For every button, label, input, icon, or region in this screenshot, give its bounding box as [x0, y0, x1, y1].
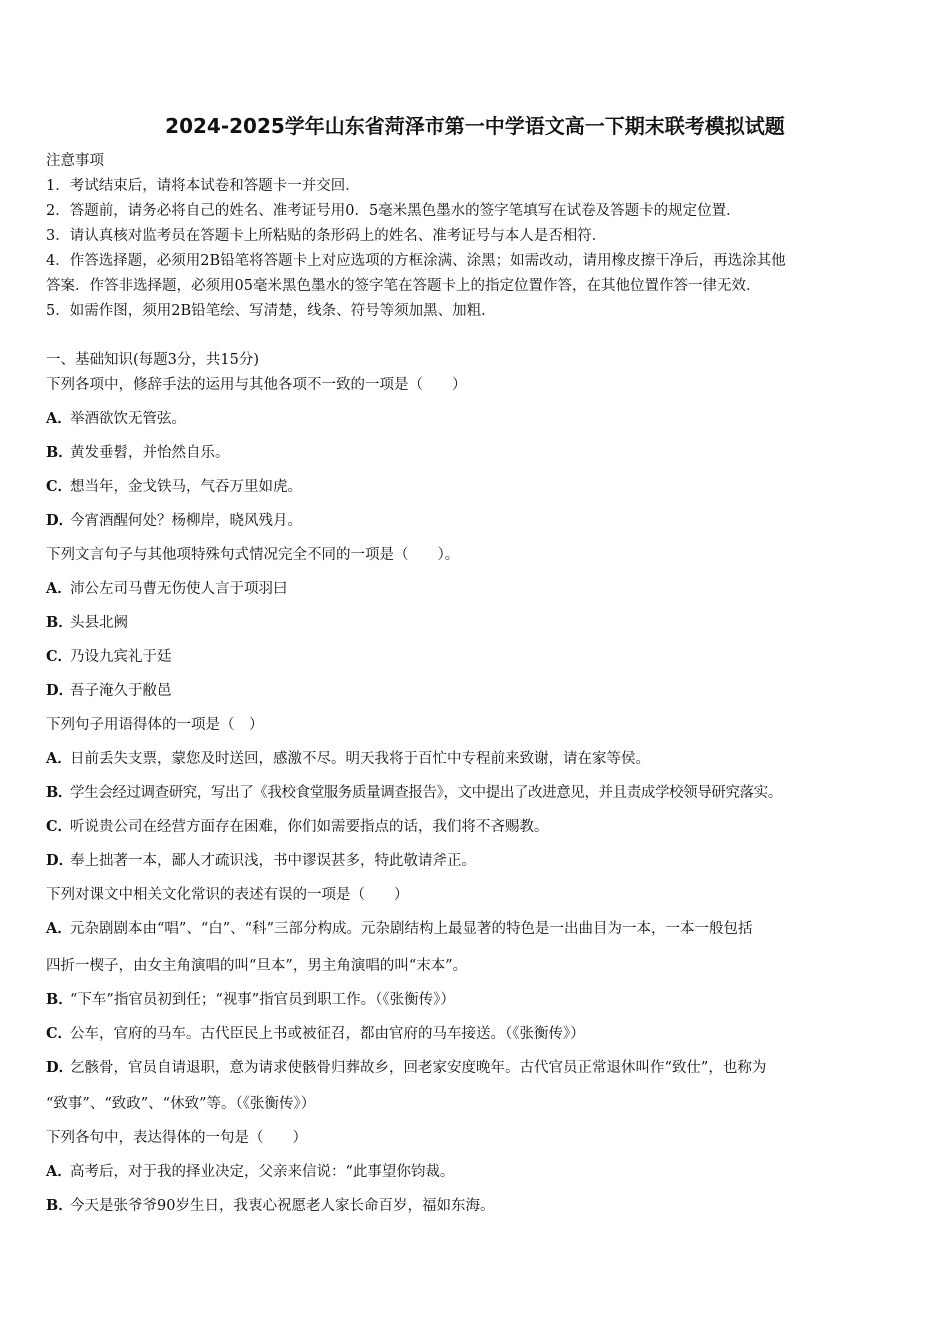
- option: [46, 1024, 585, 1044]
- option-text: 今宵酒醒何处？杨柳岸，晓风残月。: [70, 513, 302, 529]
- option-text: 今天是张爷爷90岁生日，我衷心祝愿老人家长命百岁，福如东海。: [70, 1198, 495, 1214]
- option-letter: A．: [46, 750, 72, 767]
- notice-heading: 注意事项: [46, 153, 104, 169]
- option-letter: D．: [46, 512, 74, 529]
- option: [46, 443, 230, 463]
- option: [46, 749, 650, 769]
- option-text: 听说贵公司在经营方面存在困难，你们如需要指点的话，我们将不吝赐教。: [70, 819, 549, 835]
- exam-title: 2024-2025学年山东省菏泽市第一中学语文高一下期末联考模拟试题: [165, 114, 785, 138]
- option-letter: C．: [46, 1025, 73, 1042]
- option-letter: A．: [46, 410, 72, 427]
- option: [46, 1162, 454, 1182]
- notice-item: 3．请认真核对监考员在答题卡上所粘贴的条形码上的姓名、准考证号与本人是否相符．: [46, 228, 607, 244]
- option-letter: C．: [46, 478, 73, 495]
- option: [46, 1058, 766, 1078]
- option-letter: A．: [46, 920, 72, 937]
- option-continuation: “致事”、“致政”、“休致”等。（《张衡传》）: [46, 1096, 316, 1112]
- option-text: 高考后，对于我的择业决定，父亲来信说：“此事望你钧裁。: [70, 1164, 455, 1180]
- option-text: 乞骸骨，官员自请退职，意为请求使骸骨归葬故乡，回老家安度晚年。古代官员正常退休叫作“致仕”，也称为: [70, 1060, 767, 1076]
- question-stem: 下列各项中，修辞手法的运用与其他各项不一致的一项是（ ）: [46, 377, 467, 393]
- option-text: 元杂剧剧本由“唱”、“白”、“科”三部分构成。元杂剧结构上最显著的特色是一出曲目为一本，一本一般包括: [70, 921, 753, 937]
- option-text: 奉上拙著一本，鄙人才疏识浅，书中谬误甚多，特此敬请斧正。: [70, 853, 476, 869]
- option-letter: B．: [46, 784, 72, 801]
- question-stem: 下列各句中，表达得体的一句是（ ）: [46, 1130, 307, 1146]
- option: [46, 477, 302, 497]
- option-letter: C．: [46, 818, 73, 835]
- option-text: 公车，官府的马车。古代臣民上书或被征召，都由官府的马车接送。（《张衡传》）: [70, 1026, 585, 1042]
- option-text: 乃设九宾礼于廷: [70, 649, 172, 665]
- option-text: 黄发垂髫，并怡然自乐。: [70, 445, 230, 461]
- option-letter: D．: [46, 852, 74, 869]
- option: [46, 817, 549, 837]
- notice-item: 答案．作答非选择题，必须用05毫米黑色墨水的签字笔在答题卡上的指定位置作答，在其他位置作答一律无效．: [46, 278, 761, 294]
- option-letter: A．: [46, 1163, 72, 1180]
- section-heading: 一、基础知识(每题3分，共15分): [46, 352, 259, 368]
- option-text: 沛公左司马曹无伤使人言于项羽曰: [70, 581, 288, 597]
- option-text: 吾子淹久于敝邑: [70, 683, 172, 699]
- option-text: 日前丢失支票，蒙您及时送回，感激不尽。明天我将于百忙中专程前来致谢，请在家等侯。: [70, 751, 650, 767]
- option-text: “下车”指官员初到任；“视事”指官员到职工作。（《张衡传》）: [70, 992, 455, 1008]
- option-text: 想当年，金戈铁马，气吞万里如虎。: [70, 479, 302, 495]
- option-text: 学生会经过调查研究，写出了《我校食堂服务质量调查报告》，文中提出了改进意见，并且责成学校领导研究落实。: [70, 785, 782, 801]
- question-stem: 下列句子用语得体的一项是（ ）: [46, 717, 264, 733]
- question-stem: 下列文言句子与其他项特殊句式情况完全不同的一项是（ ）。: [46, 547, 460, 563]
- notice-item: 5．如需作图，须用2B铅笔绘、写清楚，线条、符号等须加黑、加粗．: [46, 303, 496, 319]
- option: [46, 851, 476, 871]
- option-letter: B．: [46, 614, 73, 631]
- question-stem: 下列对课文中相关文化常识的表述有误的一项是（ ）: [46, 887, 409, 903]
- option: [46, 783, 782, 803]
- option: [46, 409, 186, 429]
- option: [46, 1196, 494, 1216]
- option-letter: B．: [46, 1197, 73, 1214]
- notice-item: 1．考试结束后，请将本试卷和答题卡一并交回．: [46, 178, 360, 194]
- option-letter: D．: [46, 1059, 74, 1076]
- option-text: 头县北阙: [70, 615, 128, 631]
- option: [46, 919, 752, 939]
- option-letter: D．: [46, 682, 74, 699]
- option-letter: A．: [46, 580, 72, 597]
- option: [46, 647, 172, 667]
- option: [46, 990, 455, 1010]
- option-text: 举酒欲饮无管弦。: [70, 411, 186, 427]
- option: [46, 681, 172, 701]
- option-continuation: 四折一楔子，由女主角演唱的叫“旦本”，男主角演唱的叫“末本”。: [46, 958, 468, 974]
- notice-item: 4．作答选择题，必须用2B铅笔将答题卡上对应选项的方框涂满、涂黑；如需改动，请用橡皮擦干净后，再选涂其他: [46, 253, 786, 269]
- option-letter: C．: [46, 648, 73, 665]
- option-letter: B．: [46, 991, 73, 1008]
- option-letter: B．: [46, 444, 73, 461]
- option: [46, 511, 302, 531]
- option: [46, 613, 128, 633]
- notice-item: 2．答题前，请务必将自己的姓名、准考证号用0．5毫米黑色墨水的签字笔填写在试卷及答题卡的规定位置．: [46, 203, 741, 219]
- option: [46, 579, 288, 599]
